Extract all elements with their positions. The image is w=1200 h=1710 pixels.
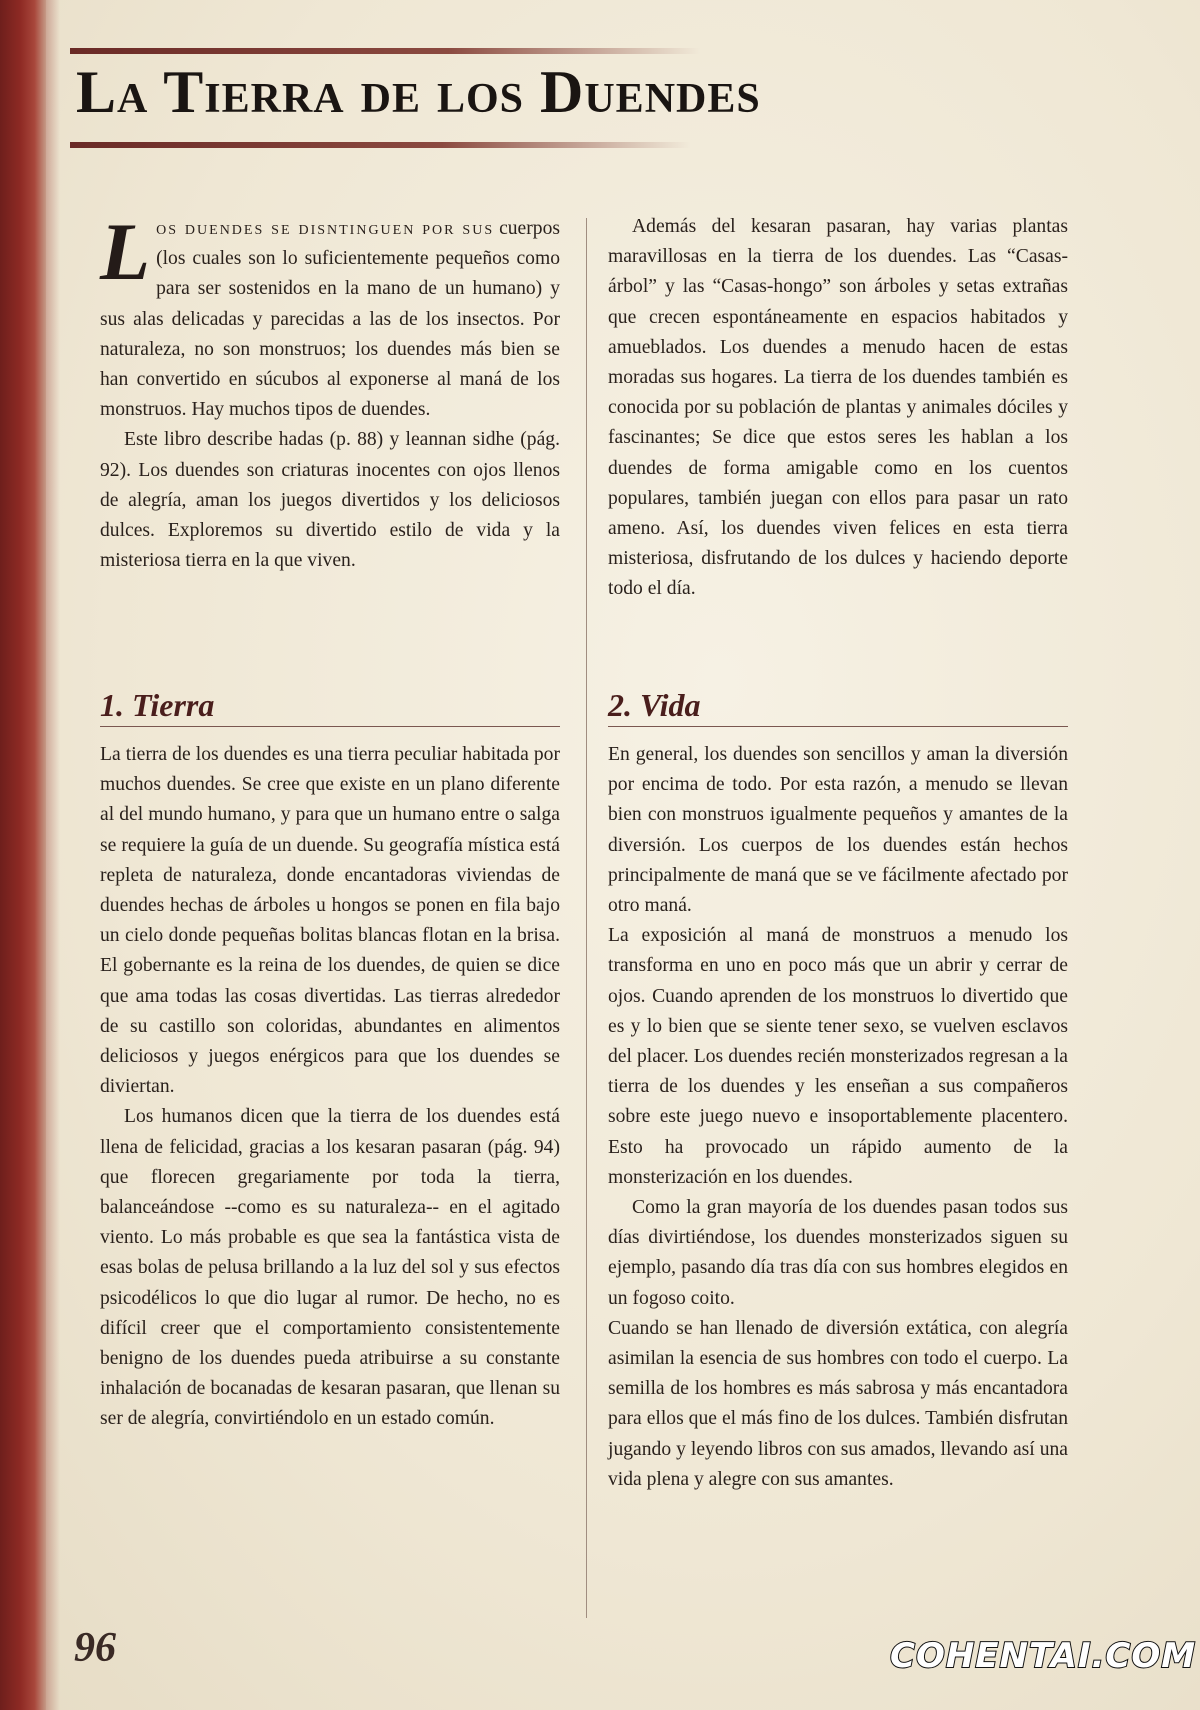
intro-column-left — [100, 206, 560, 576]
vida-paragraph-4: Cuando se han llenado de diversión extática, con alegría asimilan la esencia de sus hombres con todo el cuerpo. La semilla de los hombres es más sabrosa y más encantadora para ellos que el más fino de los dulces. También disfrutan jugando y leyendo libros con sus amados, llevando así una vida plena y alegre con sus amantes. — [608, 1317, 1068, 1490]
vida-paragraph-1: En general, los duendes son sencillos y aman la diversión por encima de todo. Por esta razón, a menudo se llevan bien con monstruos igualmente pequeños y amantes de la diversión. Los cuerpos de los duendes están hechos principalmente de maná que se ve fácilmente afectado por otro maná. — [608, 744, 1068, 917]
decorative-border — [0, 0, 46, 1710]
intro-paragraph-1 — [100, 206, 560, 425]
section-vida-body — [608, 740, 1068, 1495]
title-rule-top — [70, 48, 700, 54]
intro-right-paragraph: Además del kesaran pasaran, hay varias plantas maravillosas en la tierra de los duendes. Las “Casas-árbol” y las “Casas-hongo” son árboles y setas extrañas que crecen espontáneamente en espacios habitados y amueblados. Los duendes a menudo hacen de estas moradas sus hogares. La tierra de los duendes también es conocida por su población de plantas y animales dóciles y fascinantes; Se dice que estos seres les hablan a los duendes de forma amigable como en los cuentos populares, también juegan con ellos para pasar un rato ameno. Así, los duendes viven felices en esta tierra misteriosa, disfrutando de los dulces y haciendo deporte todo el día. — [608, 216, 1068, 600]
vida-paragraph-2: La exposición al maná de monstruos a menudo los transforma en uno en poco más que un abrir y cerrar de ojos. Cuando aprenden de los monstruos lo divertido que es y lo bien que se siente tener sexo, se vuelven esclavos del placer. Los duendes recién monsterizados regresan a la tierra de los duendes y les enseñan a sus compañeros sobre este juego nuevo e insoportablemente placentero. Esto ha provocado un rápido aumento de la monsterización en los duendes. — [608, 925, 1068, 1188]
section-heading-vida-text: 2. Vida — [608, 687, 701, 723]
intro-smallcaps-lead: os duendes se disntinguen por sus — [156, 218, 495, 239]
section-tierra-body — [100, 740, 560, 1435]
column-divider — [586, 218, 587, 1618]
header — [70, 48, 1160, 158]
watermark-logo: COHENTAI.COM — [890, 1636, 1197, 1676]
page-number: 96 — [74, 1625, 116, 1671]
drop-cap: L — [100, 206, 151, 297]
tierra-paragraph-1: La tierra de los duendes es una tierra peculiar habitada por muchos duendes. Se cree que existe en un plano diferente al del mundo humano, y para que un humano entre o salga se requiere la guía de un duende. Su geografía mística está repleta de naturaleza, donde encantadoras viviendas de duendes hechas de árboles u hongos se ponen en fila bajo un cielo donde pequeñas bolitas blancas flotan en la brisa. El gobernante es la reina de los duendes, de quien se dice que ama todas las cosas divertidas. Las tierras alrededor de su castillo son coloridas, abundantes en alimentos deliciosos y juegos enérgicos para que los duendes se diviertan. — [100, 744, 560, 1098]
intro-paragraph-2: Este libro describe hadas (p. 88) y leannan sidhe (pág. 92). Los duendes son criaturas inocentes con ojos llenos de alegría, aman los juegos divertidos y los deliciosos dulces. Exploremos su divertido estilo de vida y la misteriosa tierra en la que viven. — [100, 429, 560, 572]
intro-column-right — [608, 212, 1068, 605]
page-title: La Tierra de los Duendes — [76, 59, 761, 125]
intro-paragraph-1-text: cuerpos (los cuales son lo suficientemente pequeños como para ser sostenidos en la mano de un humano) y sus alas delicadas y parecidas a las de los insectos. Por naturaleza, no son monstruos; los duendes más bien se han convertido en súcubos al exponerse al maná de los monstruos. Hay muchos tipos de duendes. — [100, 218, 560, 421]
section-heading-tierra-text: 1. Tierra — [100, 687, 215, 723]
title-rule-bottom — [70, 142, 690, 148]
section-heading-vida — [608, 686, 1068, 727]
section-heading-tierra — [100, 686, 560, 727]
tierra-paragraph-2: Los humanos dicen que la tierra de los duendes está llena de felicidad, gracias a los kesaran pasaran (pág. 94) que florecen gregariamente por toda la tierra, balanceándose --como es su naturaleza-- en el agitado viento. Lo más probable es que sea la fantástica vista de esas bolas de pelusa brillando a la luz del sol y sus efectos psicodélicos lo que dio lugar al rumor. De hecho, no es difícil creer que el comportamiento consistentemente benigno de los duendes pueda atribuirse a su constante inhalación de bocanadas de kesaran pasaran, que llenan su ser de alegría, convirtiéndolo en un estado común. — [100, 1106, 560, 1430]
vida-paragraph-3: Como la gran mayoría de los duendes pasan todos sus días divirtiéndose, los duendes monsterizados siguen su ejemplo, pasando día tras día con sus hombres elegidos en un fogoso coito. — [608, 1197, 1068, 1309]
